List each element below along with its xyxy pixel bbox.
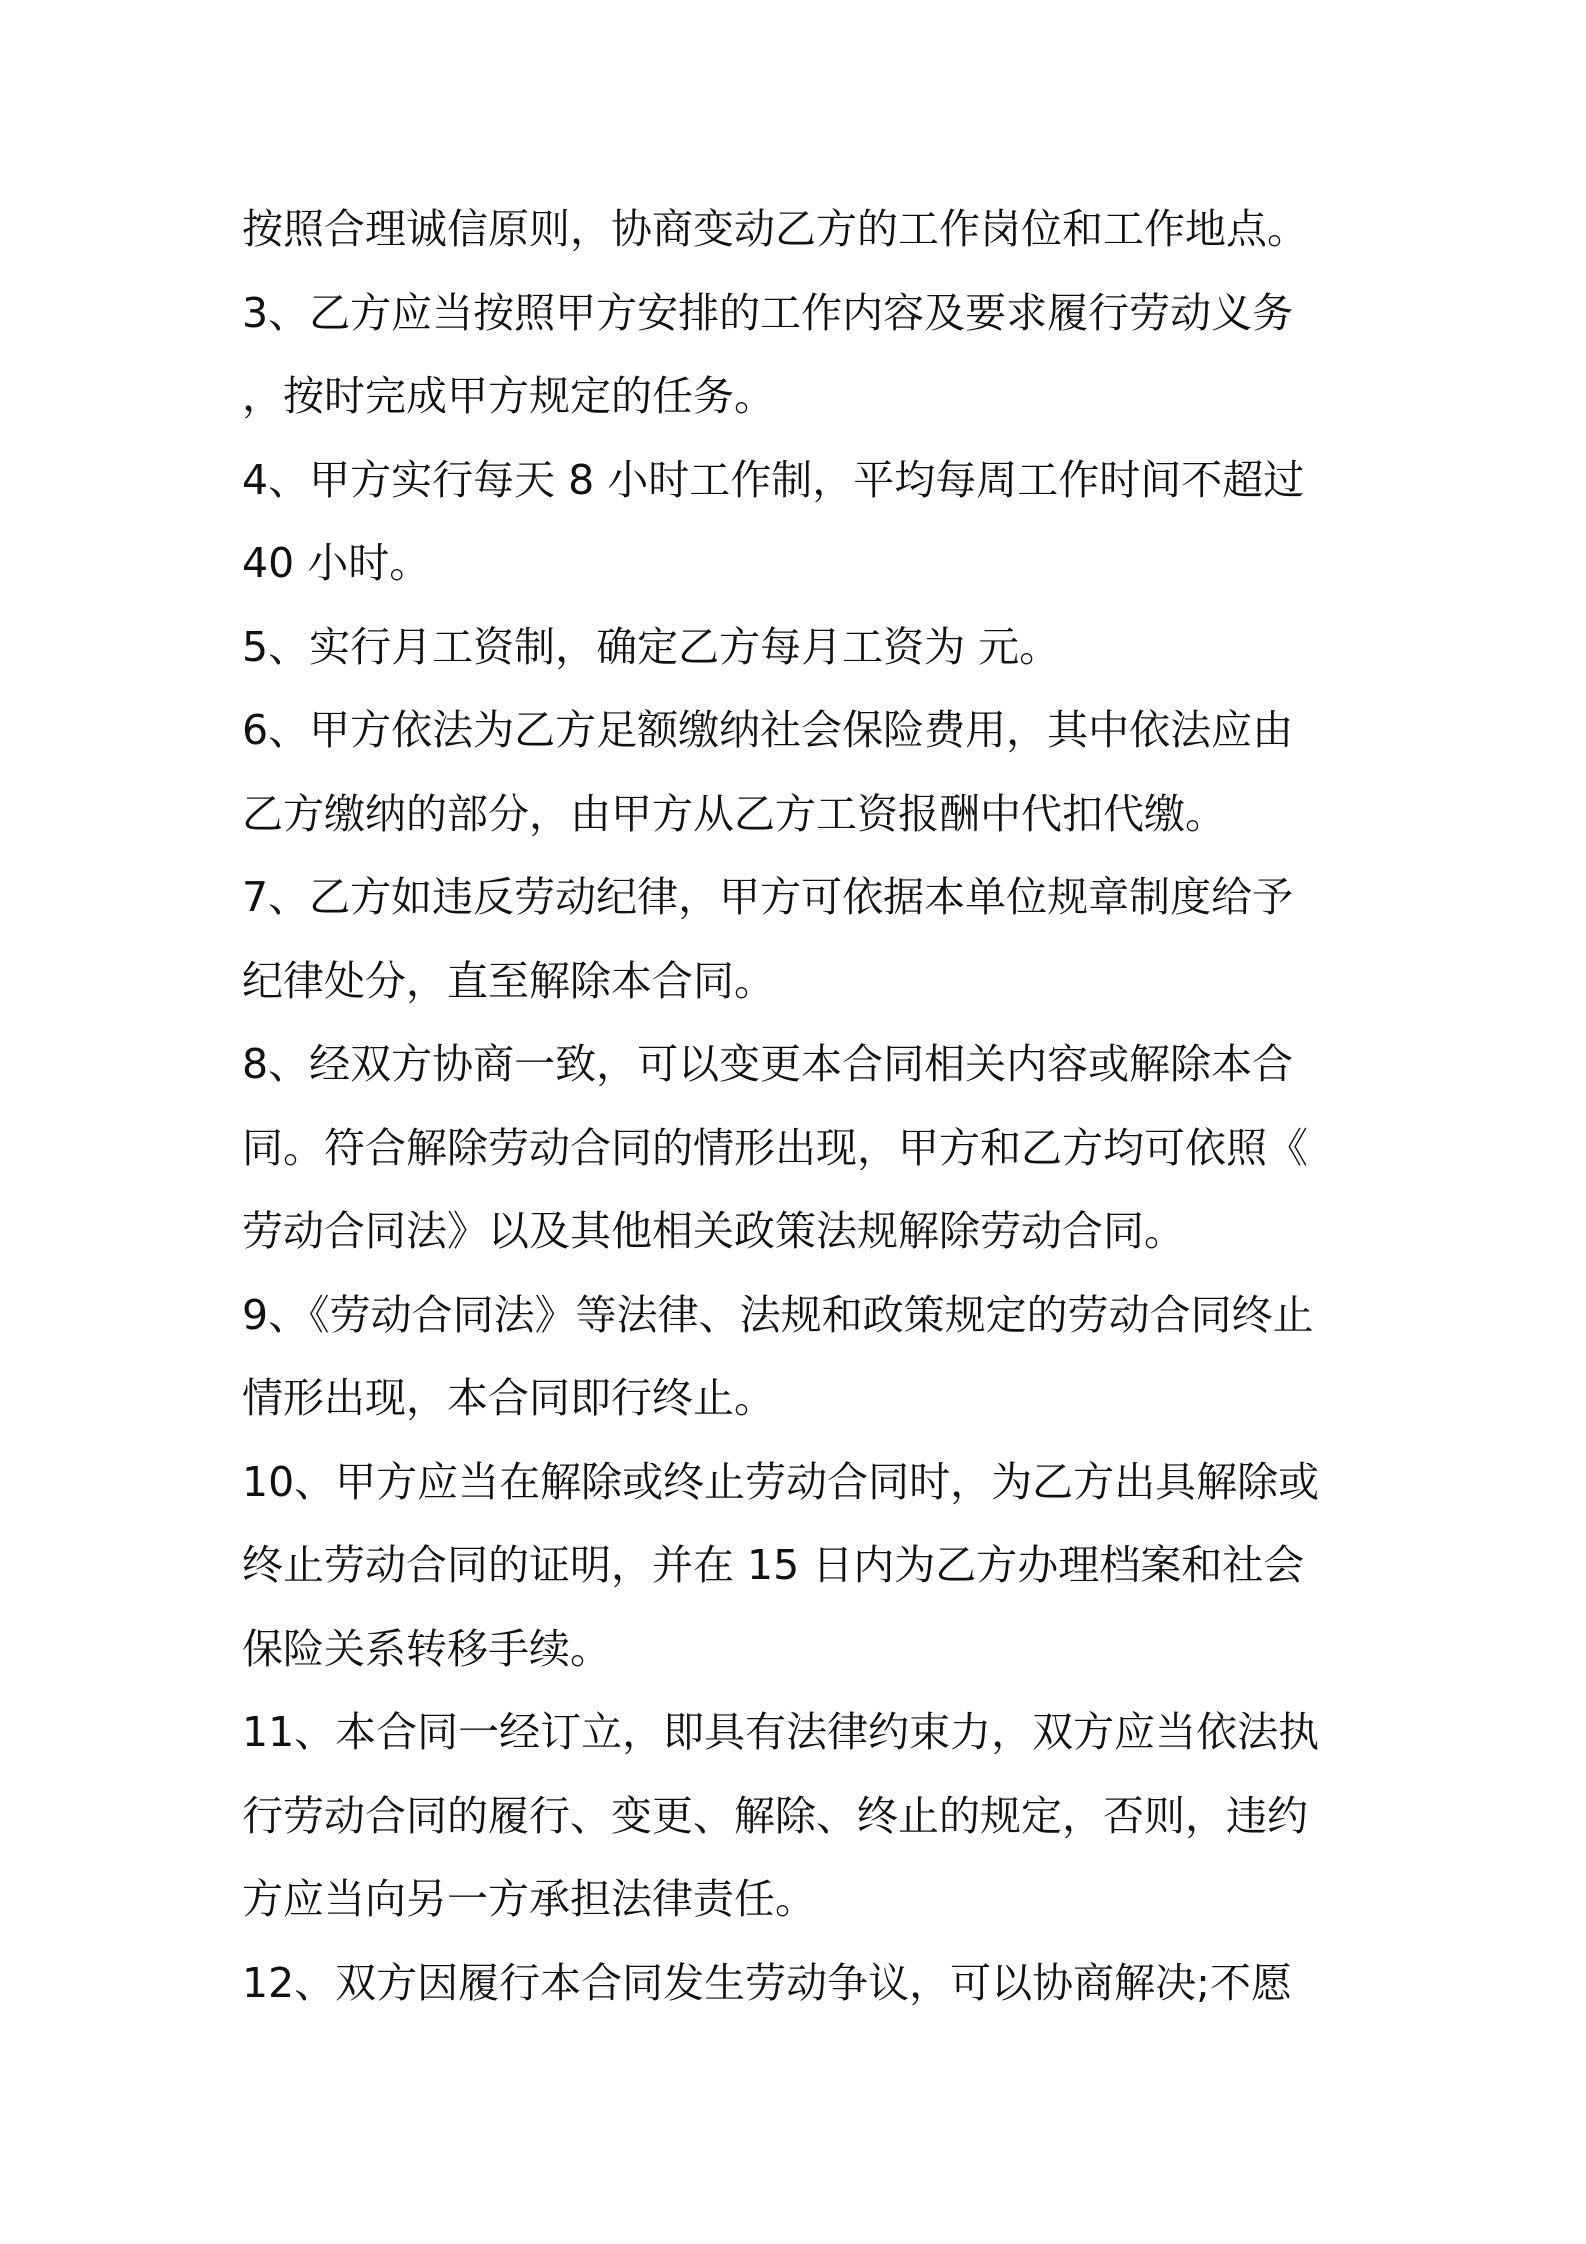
text-line: 情形出现，本合同即行终止。 (242, 1374, 775, 1422)
text-line: 5、实行月工资制，确定乙方每月工资为 元。 (242, 623, 1061, 671)
text-line: 12、双方因履行本合同发生劳动争议，可以协商解决;不愿 (242, 1959, 1292, 2007)
text-line: 6、甲方依法为乙方足额缴纳社会保险费用，其中依法应由 (242, 706, 1294, 754)
text-line: 劳动合同法》以及其他相关政策法规解除劳动合同。 (242, 1207, 1185, 1255)
text-line: 11、本合同一经订立，即具有法律约束力，双方应当依法执 (242, 1708, 1320, 1756)
text-line: 同。符合解除劳动合同的情形出现，甲方和乙方均可依照《 (242, 1124, 1308, 1172)
text-line: 终止劳动合同的证明，并在 15 日内为乙方办理档案和社会 (242, 1541, 1305, 1589)
text-line: 纪律处分，直至解除本合同。 (242, 957, 775, 1005)
text-line: 按照合理诚信原则，协商变动乙方的工作岗位和工作地点。 (242, 205, 1308, 253)
text-line: ，按时完成甲方规定的任务。 (242, 372, 775, 420)
text-line: 40 小时。 (242, 539, 431, 587)
text-line: 10、甲方应当在解除或终止劳动合同时，为乙方出具解除或 (242, 1458, 1320, 1506)
text-line: 7、乙方如违反劳动纪律，甲方可依据本单位规章制度给予 (242, 873, 1294, 921)
text-line: 乙方缴纳的部分，由甲方从乙方工资报酬中代扣代缴。 (242, 790, 1226, 838)
text-line: 8、经双方协商一致，可以变更本合同相关内容或解除本合 (242, 1040, 1294, 1088)
text-line: 9、《劳动合同法》等法律、法规和政策规定的劳动合同终止 (242, 1291, 1314, 1339)
text-line: 行劳动合同的履行、变更、解除、终止的规定，否则，违约 (242, 1792, 1308, 1840)
text-line: 4、甲方实行每天 8 小时工作制，平均每周工作时间不超过 (242, 456, 1305, 504)
text-line: 方应当向另一方承担法律责任。 (242, 1875, 816, 1923)
text-line: 3、乙方应当按照甲方安排的工作内容及要求履行劳动义务 (242, 289, 1294, 337)
text-line: 保险关系转移手续。 (242, 1625, 611, 1673)
